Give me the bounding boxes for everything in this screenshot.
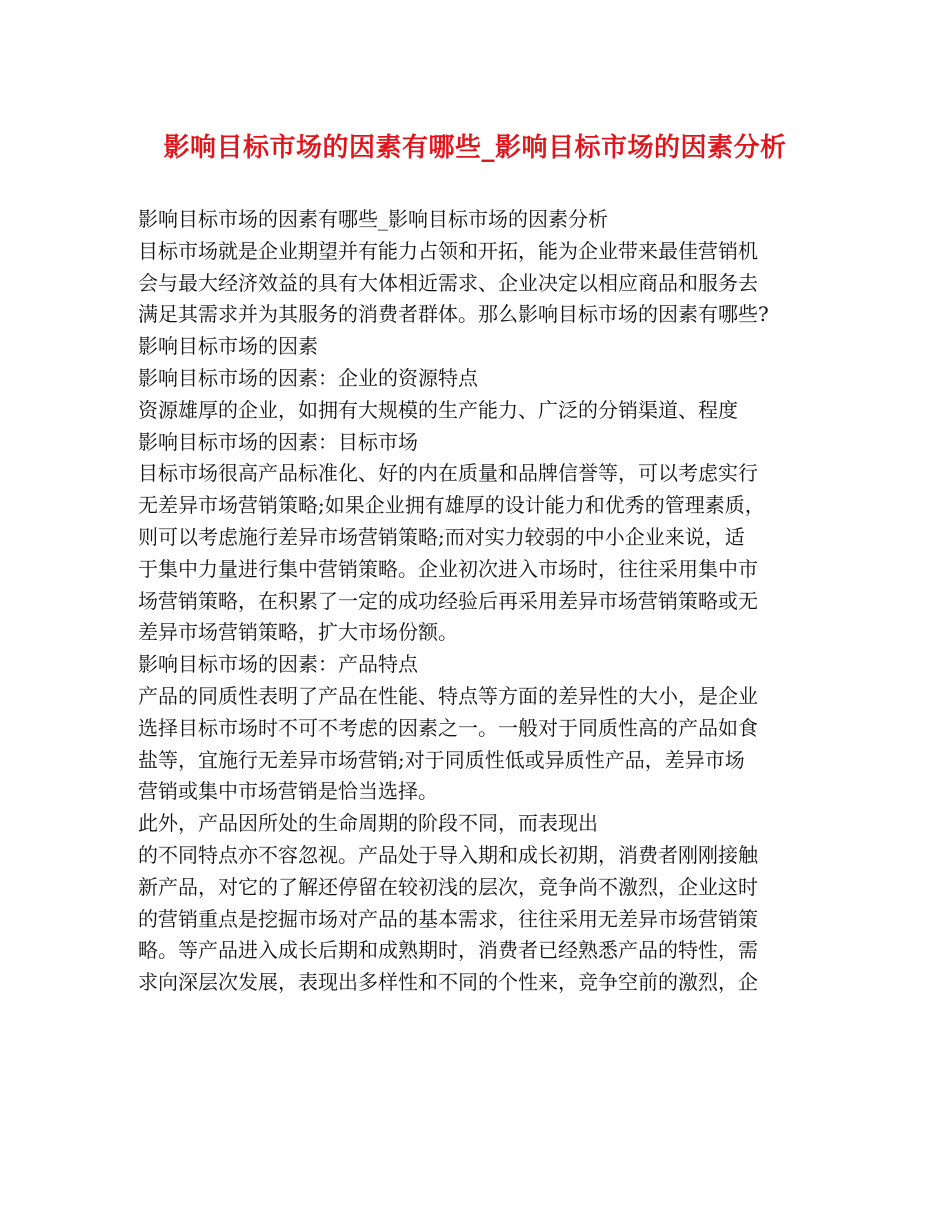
- body-line: 于集中力量进行集中营销策略。企业初次进入市场时，往往采用集中市: [138, 556, 758, 581]
- body-line: 略。等产品进入成长后期和成熟期时，消费者已经熟悉产品的特性，需: [138, 938, 758, 963]
- document-title: 影响目标市场的因素有哪些_影响目标市场的因素分析: [163, 133, 787, 163]
- section-heading: 影响目标市场的因素: [138, 334, 318, 359]
- section-heading: 影响目标市场的因素：产品特点: [138, 652, 418, 677]
- body-line: 会与最大经济效益的具有大体相近需求、企业决定以相应商品和服务去: [138, 270, 758, 295]
- body-line: 无差异市场营销策略;如果企业拥有雄厚的设计能力和优秀的管理素质，: [138, 493, 765, 518]
- body-line: 目标市场很高产品标准化、好的内在质量和品牌信誉等，可以考虑实行: [138, 461, 758, 486]
- body-line: 的不同特点亦不容忽视。产品处于导入期和成长初期，消费者刚刚接触: [138, 842, 758, 867]
- body-line: 场营销策略，在积累了一定的成功经验后再采用差异市场营销策略或无: [138, 588, 758, 613]
- body-line: 选择目标市场时不可不考虑的因素之一。一般对于同质性高的产品如食: [138, 715, 758, 740]
- body-line: 新产品，对它的了解还停留在较初浅的层次，竞争尚不激烈，企业这时: [138, 874, 758, 899]
- body-line: 营销或集中市场营销是恰当选择。: [138, 779, 438, 804]
- document-body: [138, 204, 828, 999]
- body-line: 此外，产品因所处的生命周期的阶段不同，而表现出: [138, 811, 598, 836]
- body-line: 产品的同质性表明了产品在性能、特点等方面的差异性的大小，是企业: [138, 683, 758, 708]
- body-line: 目标市场就是企业期望并有能力占领和开拓，能为企业带来最佳营销机: [138, 238, 758, 263]
- body-line: 影响目标市场的因素有哪些_影响目标市场的因素分析: [138, 207, 608, 231]
- section-heading: 影响目标市场的因素：企业的资源特点: [138, 365, 478, 390]
- section-heading: 影响目标市场的因素：目标市场: [138, 429, 418, 454]
- body-line: 的营销重点是挖掘市场对产品的基本需求，往往采用无差异市场营销策: [138, 906, 758, 931]
- body-line: 差异市场营销策略，扩大市场份额。: [138, 620, 458, 645]
- body-line: 盐等，宜施行无差异市场营销;对于同质性低或异质性产品，差异市场: [138, 747, 745, 772]
- body-line: 资源雄厚的企业，如拥有大规模的生产能力、广泛的分销渠道、程度: [138, 397, 738, 422]
- body-line: 求向深层次发展，表现出多样性和不同的个性来，竞争空前的激烈，企: [138, 970, 758, 995]
- body-line: 则可以考虑施行差异市场营销策略;而对实力较弱的中小企业来说，适: [138, 524, 745, 549]
- body-line: 满足其需求并为其服务的消费者群体。那么影响目标市场的因素有哪些?: [138, 302, 769, 327]
